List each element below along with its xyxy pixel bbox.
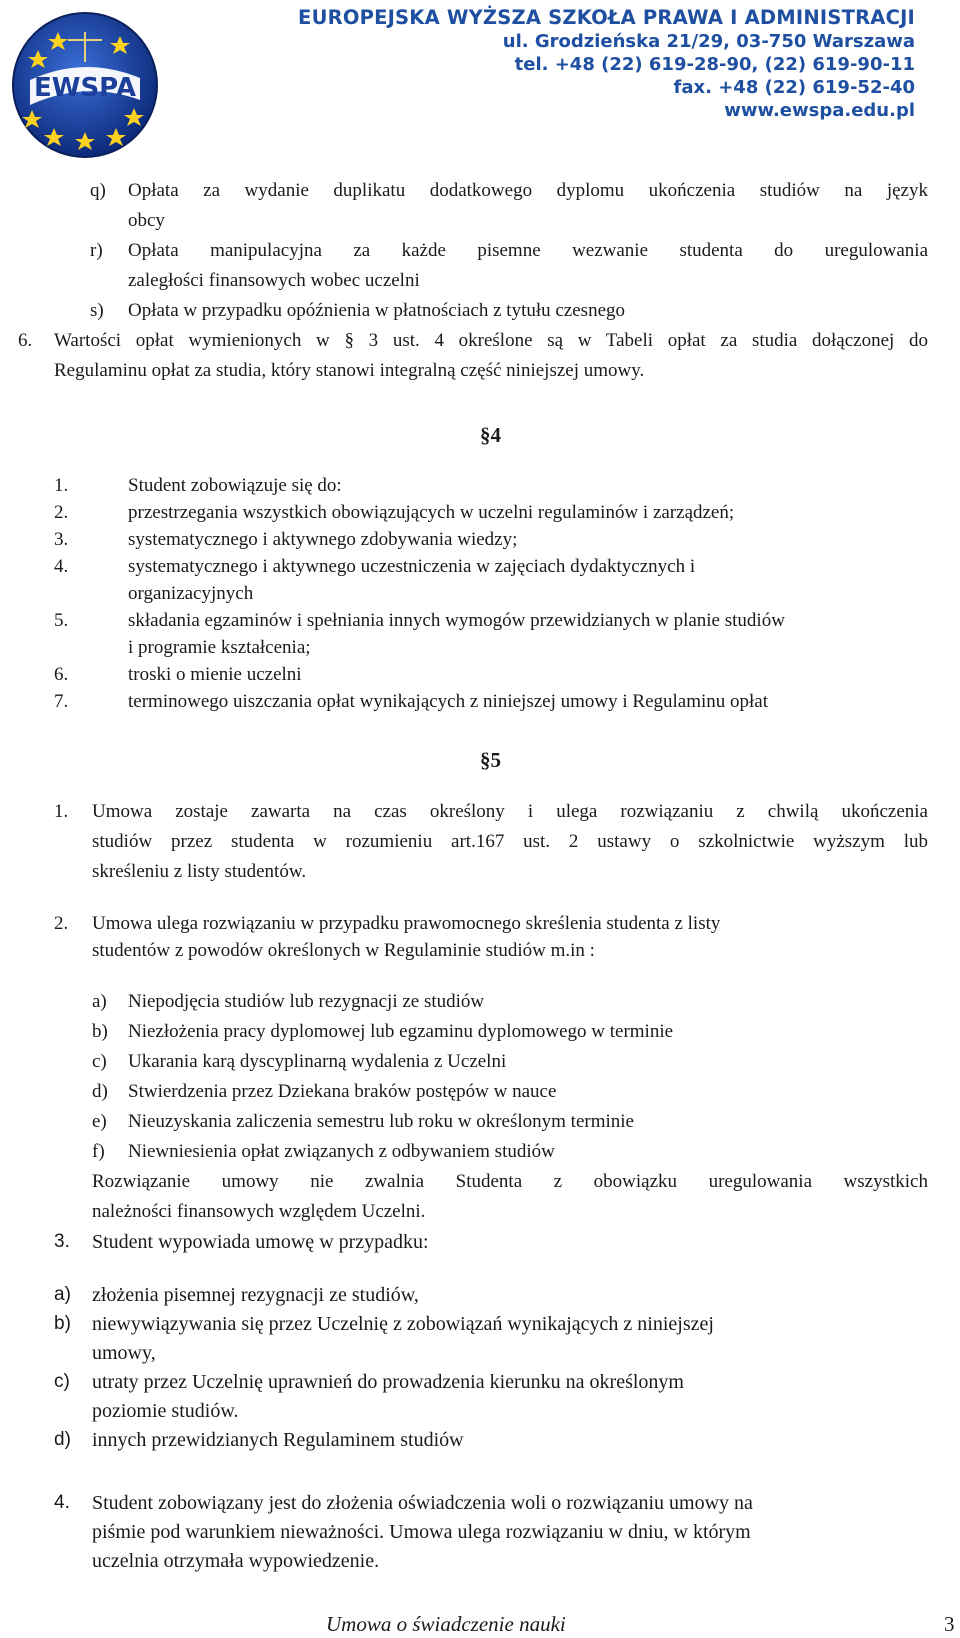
withdrawal-paragraph: Student wypowiada umowę w przypadku: <box>92 1231 429 1253</box>
termination-note: Rozwiązanie umowy nie zwalnia Studenta z obowiązku uregulowania wszystkich <box>92 1171 928 1192</box>
fee-item-r-cont: zaległości finansowych wobec uczelni <box>128 270 420 291</box>
withdrawal-label: d) <box>54 1429 71 1450</box>
withdrawal-label: a) <box>54 1284 71 1305</box>
ewspa-logo <box>10 10 160 160</box>
fee-item-q: Opłata za wydanie duplikatu dodatkowego dyplomu ukończenia studiów na język <box>128 180 928 201</box>
document-title: Umowa o świadczenie nauki <box>326 1612 566 1636</box>
termination-paragraph: Umowa ulega rozwiązaniu w przypadku prawomocnego skreślenia studenta z listy <box>92 913 721 934</box>
institution-info <box>298 6 915 122</box>
termination-paragraph-cont: studentów z powodów określonych w Regulaminie studiów m.in : <box>92 940 595 961</box>
section-heading-5: §5 <box>480 748 501 772</box>
withdrawal-reason: złożenia pisemnej rezygnacji ze studiów, <box>92 1284 419 1306</box>
institution-address: ul. Grodzieńska 21/29, 03-750 Warszawa <box>502 31 915 52</box>
list-label-s: s) <box>90 300 104 321</box>
institution-website[interactable]: www.ewspa.edu.pl <box>724 100 915 121</box>
withdrawal-reason: niewywiązywania się przez Uczelnię z zobowiązań wynikających z niniejszej <box>92 1313 714 1335</box>
paragraph-number-1: 1. <box>54 801 69 822</box>
obligation-number: 1. <box>54 475 69 496</box>
notice-paragraph-cont: piśmie pod warunkiem nieważności. Umowa ulega rozwiązaniu w dniu, w którym <box>92 1521 751 1543</box>
reason-label: d) <box>92 1081 108 1102</box>
reason-label: f) <box>92 1141 105 1162</box>
withdrawal-reason-cont: umowy, <box>92 1342 156 1364</box>
termination-note-cont: należności finansowych względem Uczelni. <box>92 1201 426 1222</box>
letterhead <box>0 0 960 170</box>
list-label-q: q) <box>90 180 106 201</box>
withdrawal-label: b) <box>54 1313 71 1334</box>
reason-text: Nieuzyskania zaliczenia semestru lub roku w określonym terminie <box>128 1111 634 1132</box>
term-paragraph: Umowa zostaje zawarta na czas określony i ulega rozwiązaniu z chwilą ukończenia <box>92 801 928 822</box>
reason-text: Ukarania karą dyscyplinarną wydalenia z Uczelni <box>128 1051 507 1072</box>
page-footer <box>0 1610 960 1638</box>
svg-text:EWSPA: EWSPA <box>34 73 136 103</box>
paragraph-number-2: 2. <box>54 913 69 934</box>
fee-values-paragraph: Wartości opłat wymienionych w § 3 ust. 4 określone są w Tabeli opłat za studia dołączonej do <box>54 330 928 351</box>
obligation-number: 6. <box>54 664 69 685</box>
fee-item-q-cont: obcy <box>128 210 165 231</box>
obligation-text: składania egzaminów i spełniania innych wymogów przewidzianych w planie studiów <box>128 610 785 631</box>
obligation-number: 3. <box>54 529 69 550</box>
institution-phone: tel. +48 (22) 619-28-90, (22) 619-90-11 <box>514 54 915 75</box>
obligation-text: terminowego uiszczania opłat wynikających z niniejszej umowy i Regulaminu opłat <box>128 691 769 712</box>
withdrawal-reason-cont: poziomie studiów. <box>92 1400 239 1422</box>
obligation-number: 5. <box>54 610 69 631</box>
obligation-number: 4. <box>54 556 69 577</box>
list-label-r: r) <box>90 240 103 261</box>
obligation-text: systematycznego i aktywnego zdobywania wiedzy; <box>128 529 518 550</box>
institution-name: EUROPEJSKA WYŻSZA SZKOŁA PRAWA I ADMINISTRACJI <box>298 6 915 29</box>
obligation-text: systematycznego i aktywnego uczestniczenia w zajęciach dydaktycznych i <box>128 556 696 577</box>
section-heading-4: §4 <box>480 423 501 447</box>
paragraph-number-6: 6. <box>18 330 33 351</box>
withdrawal-label: c) <box>54 1371 70 1392</box>
paragraph-number-3: 3. <box>54 1231 70 1252</box>
obligation-text-cont: organizacyjnych <box>128 583 254 604</box>
reason-label: b) <box>92 1021 108 1042</box>
page-number: 3 <box>944 1612 955 1636</box>
reason-text: Niezłożenia pracy dyplomowej lub egzaminu dyplomowego w terminie <box>128 1021 674 1042</box>
notice-paragraph-cont: uczelnia otrzymała wypowiedzenie. <box>92 1550 380 1572</box>
paragraph-number-4: 4. <box>54 1492 70 1513</box>
reason-label: a) <box>92 991 107 1012</box>
obligation-text: Student zobowiązuje się do: <box>128 475 342 496</box>
obligation-text: troski o mienie uczelni <box>128 664 302 685</box>
reason-label: e) <box>92 1111 107 1132</box>
fee-values-paragraph-cont: Regulaminu opłat za studia, który stanowi integralną część niniejszej umowy. <box>54 360 645 381</box>
withdrawal-reason: utraty przez Uczelnię uprawnień do prowadzenia kierunku na określonym <box>92 1371 684 1393</box>
withdrawal-reason: innych przewidzianych Regulaminem studiów <box>92 1429 464 1451</box>
obligation-number: 2. <box>54 502 69 523</box>
notice-paragraph: Student zobowiązany jest do złożenia oświadczenia woli o rozwiązaniu umowy na <box>92 1492 753 1514</box>
fee-item-r: Opłata manipulacyjna za każde pisemne wezwanie studenta do uregulowania <box>128 240 928 261</box>
obligation-text: przestrzegania wszystkich obowiązujących w uczelni regulaminów i zarządzeń; <box>128 502 735 523</box>
reason-label: c) <box>92 1051 107 1072</box>
term-paragraph-cont: skreśleniu z listy studentów. <box>92 861 307 882</box>
obligation-number: 7. <box>54 691 69 712</box>
reason-text: Niewniesienia opłat związanych z odbywaniem studiów <box>128 1141 555 1162</box>
obligation-text-cont: i programie kształcenia; <box>128 637 311 658</box>
term-paragraph-cont: studiów przez studenta w rozumieniu art.167 ust. 2 ustawy o szkolnictwie wyższym lub <box>92 831 928 852</box>
reason-text: Stwierdzenia przez Dziekana braków postępów w nauce <box>128 1081 557 1102</box>
reason-text: Niepodjęcia studiów lub rezygnacji ze studiów <box>128 991 485 1012</box>
fee-item-s: Opłata w przypadku opóźnienia w płatnościach z tytułu czesnego <box>128 300 625 321</box>
institution-fax: fax. +48 (22) 619-52-40 <box>673 77 915 98</box>
